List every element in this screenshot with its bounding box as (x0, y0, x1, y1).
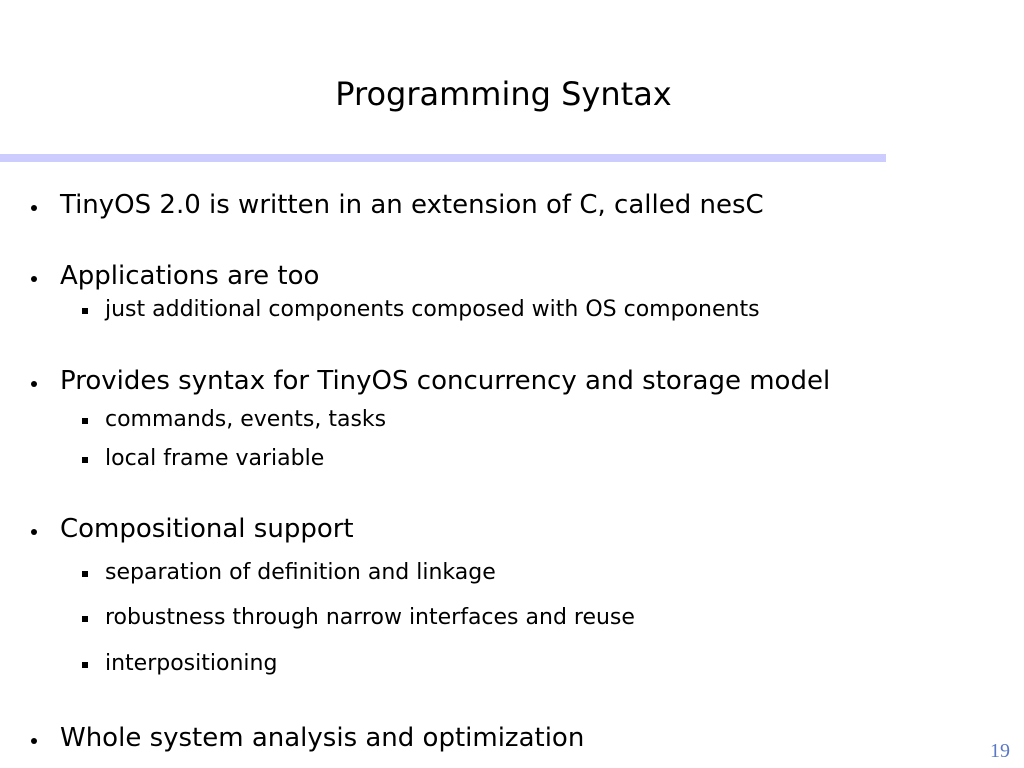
page-number: 19 (990, 740, 1010, 762)
bullet-item (0, 364, 1000, 404)
bullet-text: Provides syntax for TinyOS concurrency and storage model (60, 366, 831, 396)
bullet-dot-icon (31, 529, 37, 535)
bullet-text: Whole system analysis and optimization (60, 723, 585, 753)
sub-bullet-item (0, 296, 1000, 326)
sub-bullet-text: interpositioning (105, 651, 278, 676)
sub-bullet-text: robustness through narrow interfaces and reuse (105, 605, 635, 630)
square-bullet-icon (82, 457, 88, 463)
sub-bullet-item (0, 406, 1000, 436)
bullet-dot-icon (31, 381, 37, 387)
bullet-text: Compositional support (60, 514, 354, 544)
bullet-item (0, 259, 1000, 299)
sub-bullet-item (0, 650, 1000, 680)
bullet-item (0, 721, 1000, 761)
sub-bullet-item (0, 604, 1000, 634)
square-bullet-icon (82, 308, 88, 314)
sub-bullet-text: just additional components composed with OS components (105, 297, 760, 322)
bullet-item (0, 512, 1000, 552)
sub-bullet-text: local frame variable (105, 446, 325, 471)
bullet-dot-icon (31, 205, 37, 211)
bullet-dot-icon (31, 738, 37, 744)
sub-bullet-text: separation of definition and linkage (105, 560, 496, 585)
slide-title: Programming Syntax (335, 75, 672, 113)
square-bullet-icon (82, 418, 88, 424)
sub-bullet-text: commands, events, tasks (105, 407, 387, 432)
bullet-dot-icon (31, 276, 37, 282)
bullet-text: TinyOS 2.0 is written in an extension of C, called nesC (60, 190, 764, 220)
bullet-text: Applications are too (60, 261, 320, 291)
square-bullet-icon (82, 662, 88, 668)
sub-bullet-item (0, 559, 1000, 589)
title-divider (0, 154, 886, 162)
sub-bullet-item (0, 445, 1000, 475)
bullet-item (0, 188, 1000, 228)
square-bullet-icon (82, 571, 88, 577)
square-bullet-icon (82, 616, 88, 622)
